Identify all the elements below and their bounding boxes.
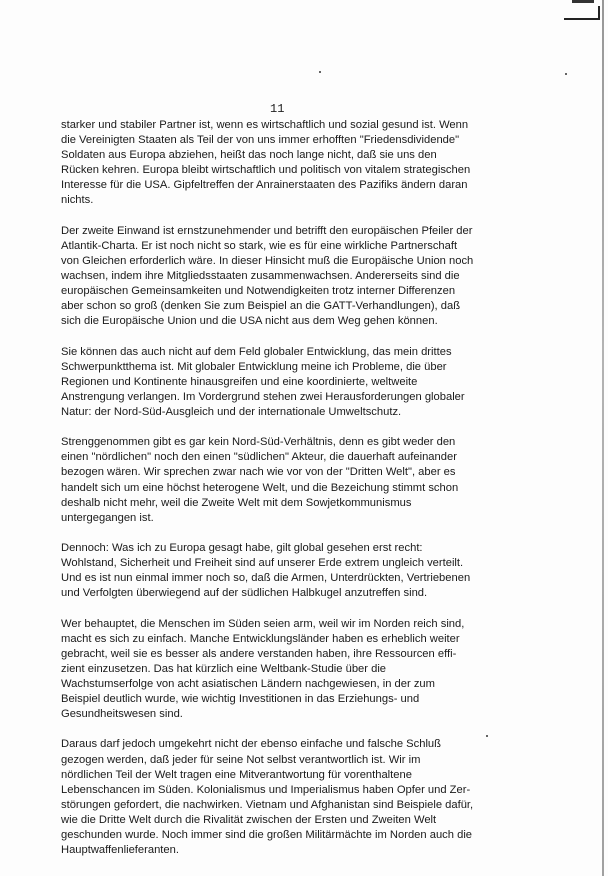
text-line: von Gleichen erforderlich wäre. In dieser Hinsicht muß die Europäische Union noch: [61, 254, 474, 267]
text-line: Beispiel deutlich wurde, wie wichtig Investitionen in das Erziehungs- und: [61, 693, 420, 706]
text-line: Schwerpunktthema ist. Mit globaler Entwicklung meine ich Probleme, die über: [61, 360, 447, 373]
text-line: Wachstumserfolge von acht asiatischen Ländern nachgewiesen, in der zum: [61, 677, 435, 690]
text-line: Regionen und Kontinente hinausgreifen und eine koordinierte, weltweite: [61, 375, 418, 388]
text-line: gebracht, weil sie es besser als andere verstanden haben, ihre Ressourcen effi-: [61, 647, 457, 660]
text-line: Hauptwaffenlieferanten.: [61, 844, 179, 857]
text-line: macht es sich zu einfach. Manche Entwicklungsländer haben es erheblich weiter: [61, 632, 460, 645]
body-text: [61, 118, 523, 873]
text-line: Dennoch: Was ich zu Europa gesagt habe, gilt global gesehen erst recht:: [61, 542, 423, 554]
text-line: Und es ist nun einmal immer noch so, daß die Armen, Unterdrückten, Vertriebenen: [61, 572, 471, 585]
text-line: untergegangen ist.: [61, 511, 154, 524]
text-line: gezogen werden, daß jeder für seine Not selbst verantwortlich ist. Wir im: [61, 753, 421, 766]
text-line: zient einzusetzen. Das hat kürzlich eine Weltbank-Studie über die: [61, 662, 387, 675]
corner-mark: [564, 6, 600, 20]
paragraph: [61, 118, 523, 209]
text-line: Rücken kehren. Europa bleibt wirtschaftlich und politisch von vitalem strategischen: [61, 164, 471, 177]
text-line: Atlantik-Charta. Er ist noch nicht so stark, wie es für eine wirkliche Partnerschaft: [61, 239, 458, 252]
text-line: geschunden wurde. Noch immer sind die großen Militärmächte im Norden auch die: [61, 828, 473, 841]
scan-speck: [319, 71, 321, 73]
paragraph: [61, 541, 523, 601]
text-line: Sie können das auch nicht auf dem Feld globaler Entwicklung, das mein drittes: [61, 345, 452, 358]
scan-edge-shadow: [602, 0, 604, 876]
text-line: aber schon so groß (denken Sie zum Beispiel an die GATT-Verhandlungen), daß: [61, 300, 461, 313]
paragraph: [61, 617, 523, 723]
text-line: deshalb nicht mehr, weil die Zweite Welt mit dem Sowjetkommunismus: [61, 496, 412, 509]
paragraph: [61, 224, 523, 330]
text-line: Wer behauptet, die Menschen im Süden seien arm, weil wir im Norden reich sind,: [61, 617, 465, 630]
scan-speck: [565, 73, 567, 75]
text-line: europäischen Gemeinsamkeiten und Notwendigkeiten trotz interner Differenzen: [61, 285, 456, 298]
text-line: die Vereinigten Staaten als Teil der von uns immer erhofften "Friedensdividende": [61, 134, 460, 147]
text-line: und Verfolgten überwiegend auf der südlichen Halbkugel anzutreffen sind.: [61, 587, 428, 600]
text-line: Soldaten aus Europa abziehen, heißt das noch lange nicht, daß sie uns den: [61, 149, 437, 162]
text-line: einen "nördlichen" noch den einen "südlichen" Akteur, die dauerhaft aufeinander: [61, 451, 457, 464]
text-line: Lebenschancen im Süden. Kolonialismus und Imperialismus haben Opfer und Zer-: [61, 783, 471, 796]
text-line: Natur: der Nord-Süd-Ausgleich und der internationale Umweltschutz.: [61, 405, 402, 418]
text-line: Wohlstand, Sicherheit und Freiheit sind auf unserer Erde extrem ungleich verteilt.: [61, 557, 464, 570]
text-line: nördlichen Teil der Welt tragen eine Mitverantwortung für vorenthaltene: [61, 768, 412, 781]
paragraph: [61, 435, 523, 526]
text-line: Anstrengung verlangen. Im Vordergrund stehen zwei Herausforderungen globaler: [61, 390, 465, 403]
text-line: störungen gefordert, die nachwirken. Vietnam und Afghanistan sind Beispiele dafür,: [61, 798, 474, 811]
text-line: Daraus darf jedoch umgekehrt nicht der ebenso einfache und falsche Schluß: [61, 738, 441, 751]
corner-dash: [572, 0, 594, 3]
text-line: wachsen, indem ihre Mitgliedsstaaten zusammenwachsen. Andererseits sind die: [61, 270, 460, 283]
page-number: 11: [270, 102, 285, 116]
text-line: bezogen wären. Wir sprechen zwar nach wie vor von der "Dritten Welt", aber es: [61, 466, 456, 479]
paragraph: [61, 737, 523, 858]
text-line: Interesse für die USA. Gipfeltreffen der Anrainerstaaten des Pazifiks ändern daran: [61, 179, 468, 192]
text-line: starker und stabiler Partner ist, wenn es wirtschaftlich und sozial gesund ist. Wenn: [61, 119, 469, 131]
paragraph: [61, 345, 523, 420]
text-line: Gesundheitswesen sind.: [61, 708, 183, 721]
text-line: handelt sich um eine höchst heterogene Welt, und die Bezeichung stimmt schon: [61, 481, 459, 494]
text-line: sich die Europäische Union und die USA nicht aus dem Weg gehen können.: [61, 315, 438, 328]
text-line: nichts.: [61, 194, 94, 207]
text-line: Der zweite Einwand ist ernstzunehmender und betrifft den europäischen Pfeiler der: [61, 224, 473, 237]
text-line: Strenggenommen gibt es gar kein Nord-Süd-Verhältnis, denn es gibt weder den: [61, 436, 456, 449]
text-line: wie die Dritte Welt durch die Rivalität zwischen der Ersten und Zweiten Welt: [61, 813, 437, 826]
